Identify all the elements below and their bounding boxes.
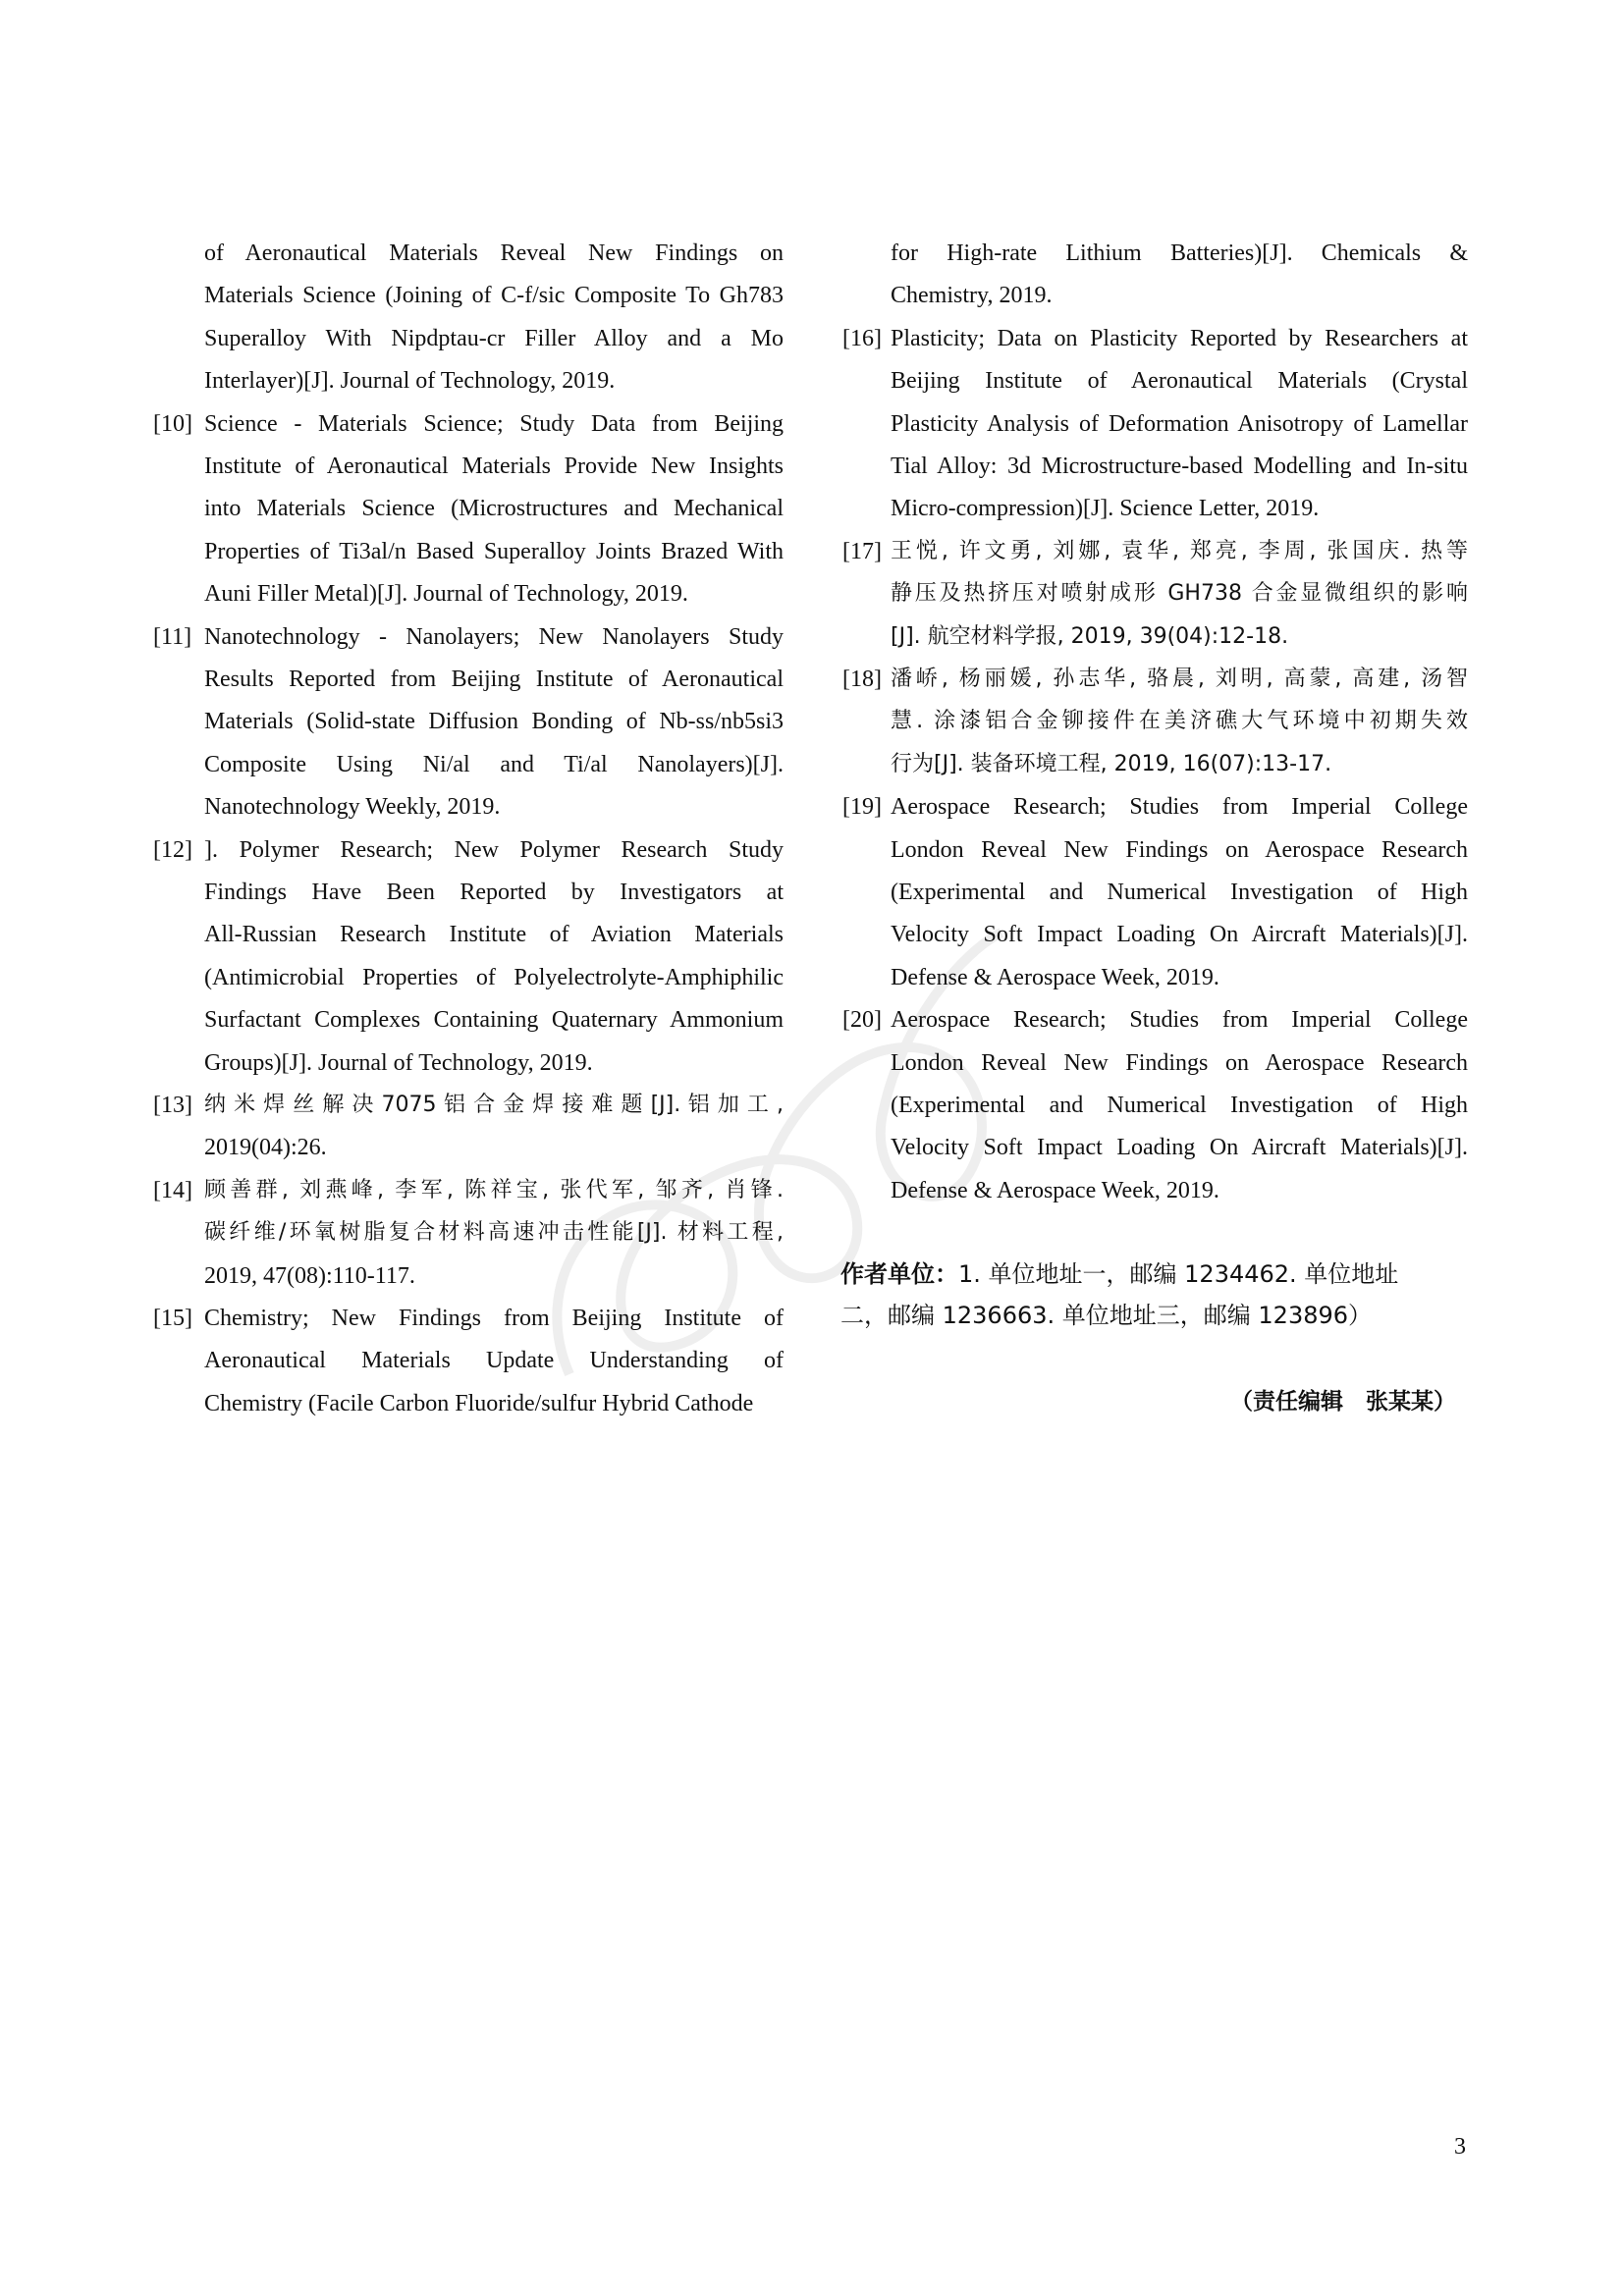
- reference-line: Materials Science (Joining of C-f/sic Composite To Gh783: [204, 283, 784, 309]
- reference-line: Aerospace Research; Studies from Imperial College: [891, 794, 1468, 821]
- reference-line: 纳 米 焊 丝 解 决 7075 铝 合 金 焊 接 难 题 [J]. 铝 加 工 ,: [204, 1093, 784, 1117]
- reference-line: Velocity Soft Impact Loading On Aircraft Materials)[J].: [891, 922, 1468, 948]
- reference-number: [17]: [842, 538, 882, 564]
- reference-number: [13]: [153, 1093, 192, 1118]
- reference-line: 王悦, 许文勇, 刘娜, 袁华, 郑亮, 李周, 张国庆. 热等: [891, 538, 1468, 563]
- reference-line: London Reveal New Findings on Aerospace Research: [891, 836, 1468, 863]
- reference-line: Beijing Institute of Aeronautical Materials (Crystal: [891, 368, 1468, 395]
- reference-line: Groups)[J]. Journal of Technology, 2019.: [204, 1049, 593, 1076]
- reference-line: 2019(04):26.: [204, 1135, 327, 1161]
- reference-number: [11]: [153, 623, 192, 650]
- reference-line: Composite Using Ni/al and Ti/al Nanolayers)[J].: [204, 751, 784, 777]
- reference-line: Velocity Soft Impact Loading On Aircraft Materials)[J].: [891, 1135, 1468, 1161]
- author-affiliation-text-2: 二，邮编 1236663. 单位地址三，邮编 123896）: [840, 1302, 1373, 1329]
- reference-line: Science - Materials Science; Study Data from Beijing: [204, 410, 784, 437]
- reference-number: [15]: [153, 1306, 192, 1331]
- reference-line: All-Russian Research Institute of Aviation Materials: [204, 922, 784, 948]
- reference-line: Aerospace Research; Studies from Imperial College: [891, 1007, 1468, 1034]
- author-affiliation-text-1: 1. 单位地址一，邮编 1234462. 单位地址: [958, 1260, 1399, 1288]
- reference-line: Materials (Solid-state Diffusion Bonding of Nb-ss/nb5si3: [204, 709, 784, 735]
- reference-line: Auni Filler Metal)[J]. Journal of Technology, 2019.: [204, 581, 688, 608]
- reference-number: [10]: [153, 410, 192, 437]
- reference-line: London Reveal New Findings on Aerospace Research: [891, 1049, 1468, 1076]
- reference-line: (Experimental and Numerical Investigation of High: [891, 880, 1468, 905]
- reference-line: (Antimicrobial Properties of Polyelectrolyte-Amphiphilic: [204, 964, 784, 990]
- reference-line: Plasticity Analysis of Deformation Anisotropy of Lamellar: [891, 410, 1468, 437]
- reference-line: Interlayer)[J]. Journal of Technology, 2019.: [204, 368, 616, 395]
- reference-number: [18]: [842, 667, 882, 692]
- reference-line: Chemistry; New Findings from Beijing Institute of: [204, 1306, 784, 1331]
- page-number: 3: [1454, 2134, 1466, 2160]
- reference-number: [16]: [842, 325, 882, 351]
- reference-number: [20]: [842, 1007, 882, 1034]
- reference-line: 静压及热挤压对喷射成形 GH738 合金显微组织的影响: [891, 581, 1468, 607]
- reference-line: of Aeronautical Materials Reveal New Findings on: [204, 240, 784, 266]
- reference-line: 潘峤, 杨丽媛, 孙志华, 骆晨, 刘明, 高蒙, 高建, 汤智: [891, 667, 1468, 691]
- reference-line: for High-rate Lithium Batteries)[J]. Chemicals &: [891, 240, 1468, 266]
- reference-line: 碳纤维/环氧树脂复合材料高速冲击性能[J]. 材料工程,: [204, 1220, 784, 1246]
- reference-line: Results Reported from Beijing Institute of Aeronautical: [204, 667, 784, 692]
- reference-line: Institute of Aeronautical Materials Provide New Insights: [204, 454, 784, 479]
- reference-line: 行为[J]. 装备环境工程, 2019, 16(07):13-17.: [891, 751, 1332, 776]
- reference-line: into Materials Science (Microstructures and Mechanical: [204, 496, 784, 522]
- reference-line: Aeronautical Materials Update Understanding of: [204, 1348, 784, 1374]
- reference-line: Micro-compression)[J]. Science Letter, 2019.: [891, 496, 1320, 522]
- reference-line: Defense & Aerospace Week, 2019.: [891, 964, 1219, 990]
- reference-number: [14]: [153, 1177, 192, 1203]
- reference-line: Defense & Aerospace Week, 2019.: [891, 1177, 1219, 1203]
- reference-line: 慧. 涂漆铝合金铆接件在美济礁大气环境中初期失效: [891, 709, 1468, 734]
- author-affiliation-line-1: [840, 1259, 1398, 1289]
- reference-line: 2019, 47(08):110-117.: [204, 1262, 415, 1289]
- reference-line: Nanotechnology Weekly, 2019.: [204, 794, 501, 821]
- reference-line: Properties of Ti3al/n Based Superalloy Joints Brazed With: [204, 538, 784, 564]
- reference-line: 顾善群, 刘燕峰, 李军, 陈祥宝, 张代军, 邹齐, 肖锋.: [204, 1177, 784, 1202]
- reference-line: (Experimental and Numerical Investigation of High: [891, 1093, 1468, 1118]
- reference-line: Nanotechnology - Nanolayers; New Nanolayers Study: [204, 623, 784, 650]
- reference-line: ]. Polymer Research; New Polymer Research Study: [204, 836, 784, 863]
- reference-line: Surfactant Complexes Containing Quaternary Ammonium: [204, 1007, 784, 1034]
- reference-number: [19]: [842, 794, 882, 821]
- reference-number: [12]: [153, 836, 192, 863]
- reference-line: Chemistry, 2019.: [891, 283, 1053, 309]
- author-affiliation-line-2: [840, 1301, 1372, 1330]
- reference-line: Superalloy With Nipdptau-cr Filler Alloy and a Mo: [204, 325, 784, 351]
- reference-line: Chemistry (Facile Carbon Fluoride/sulfur Hybrid Cathode: [204, 1390, 754, 1416]
- reference-line: [J]. 航空材料学报, 2019, 39(04):12-18.: [891, 623, 1289, 649]
- responsible-editor: （责任编辑 张某某）: [1230, 1389, 1456, 1415]
- reference-line: Plasticity; Data on Plasticity Reported by Researchers at: [891, 325, 1468, 351]
- reference-line: Findings Have Been Reported by Investigators at: [204, 880, 784, 905]
- reference-line: Tial Alloy: 3d Microstructure-based Modelling and In-situ: [891, 454, 1468, 479]
- author-affiliation-label: 作者单位：: [840, 1260, 958, 1288]
